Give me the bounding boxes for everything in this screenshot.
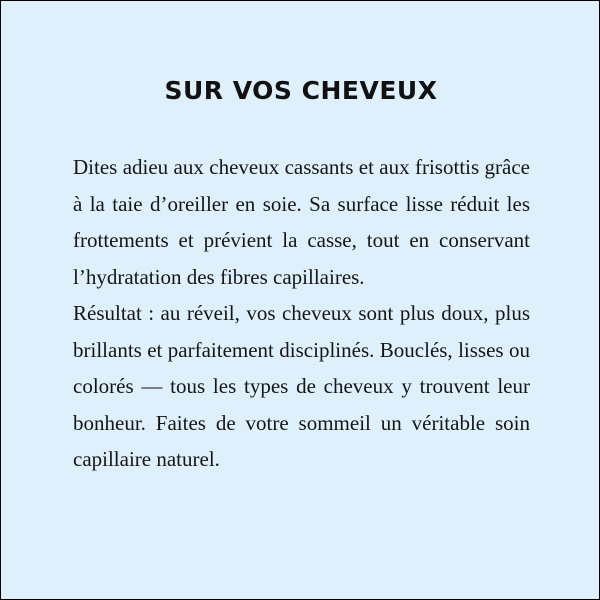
body-paragraph-1: Dites adieu aux cheveux cassants et aux frisottis grâce à la taie d’oreiller en soie. Sa surface lisse réduit les frottements et prévient la casse, tout en conservant l’hydratation des fibres capillaires.	[73, 155, 530, 289]
card-body	[73, 149, 530, 478]
body-paragraph-2: Résultat : au réveil, vos cheveux sont plus doux, plus brillants et parfaitement disciplinés. Bouclés, lisses ou colorés — tous les types de cheveux y trouvent leur bonheur. Faites de votre sommeil un véritable soin capillaire naturel.	[73, 301, 530, 471]
card-title: SUR VOS CHEVEUX	[164, 76, 438, 105]
